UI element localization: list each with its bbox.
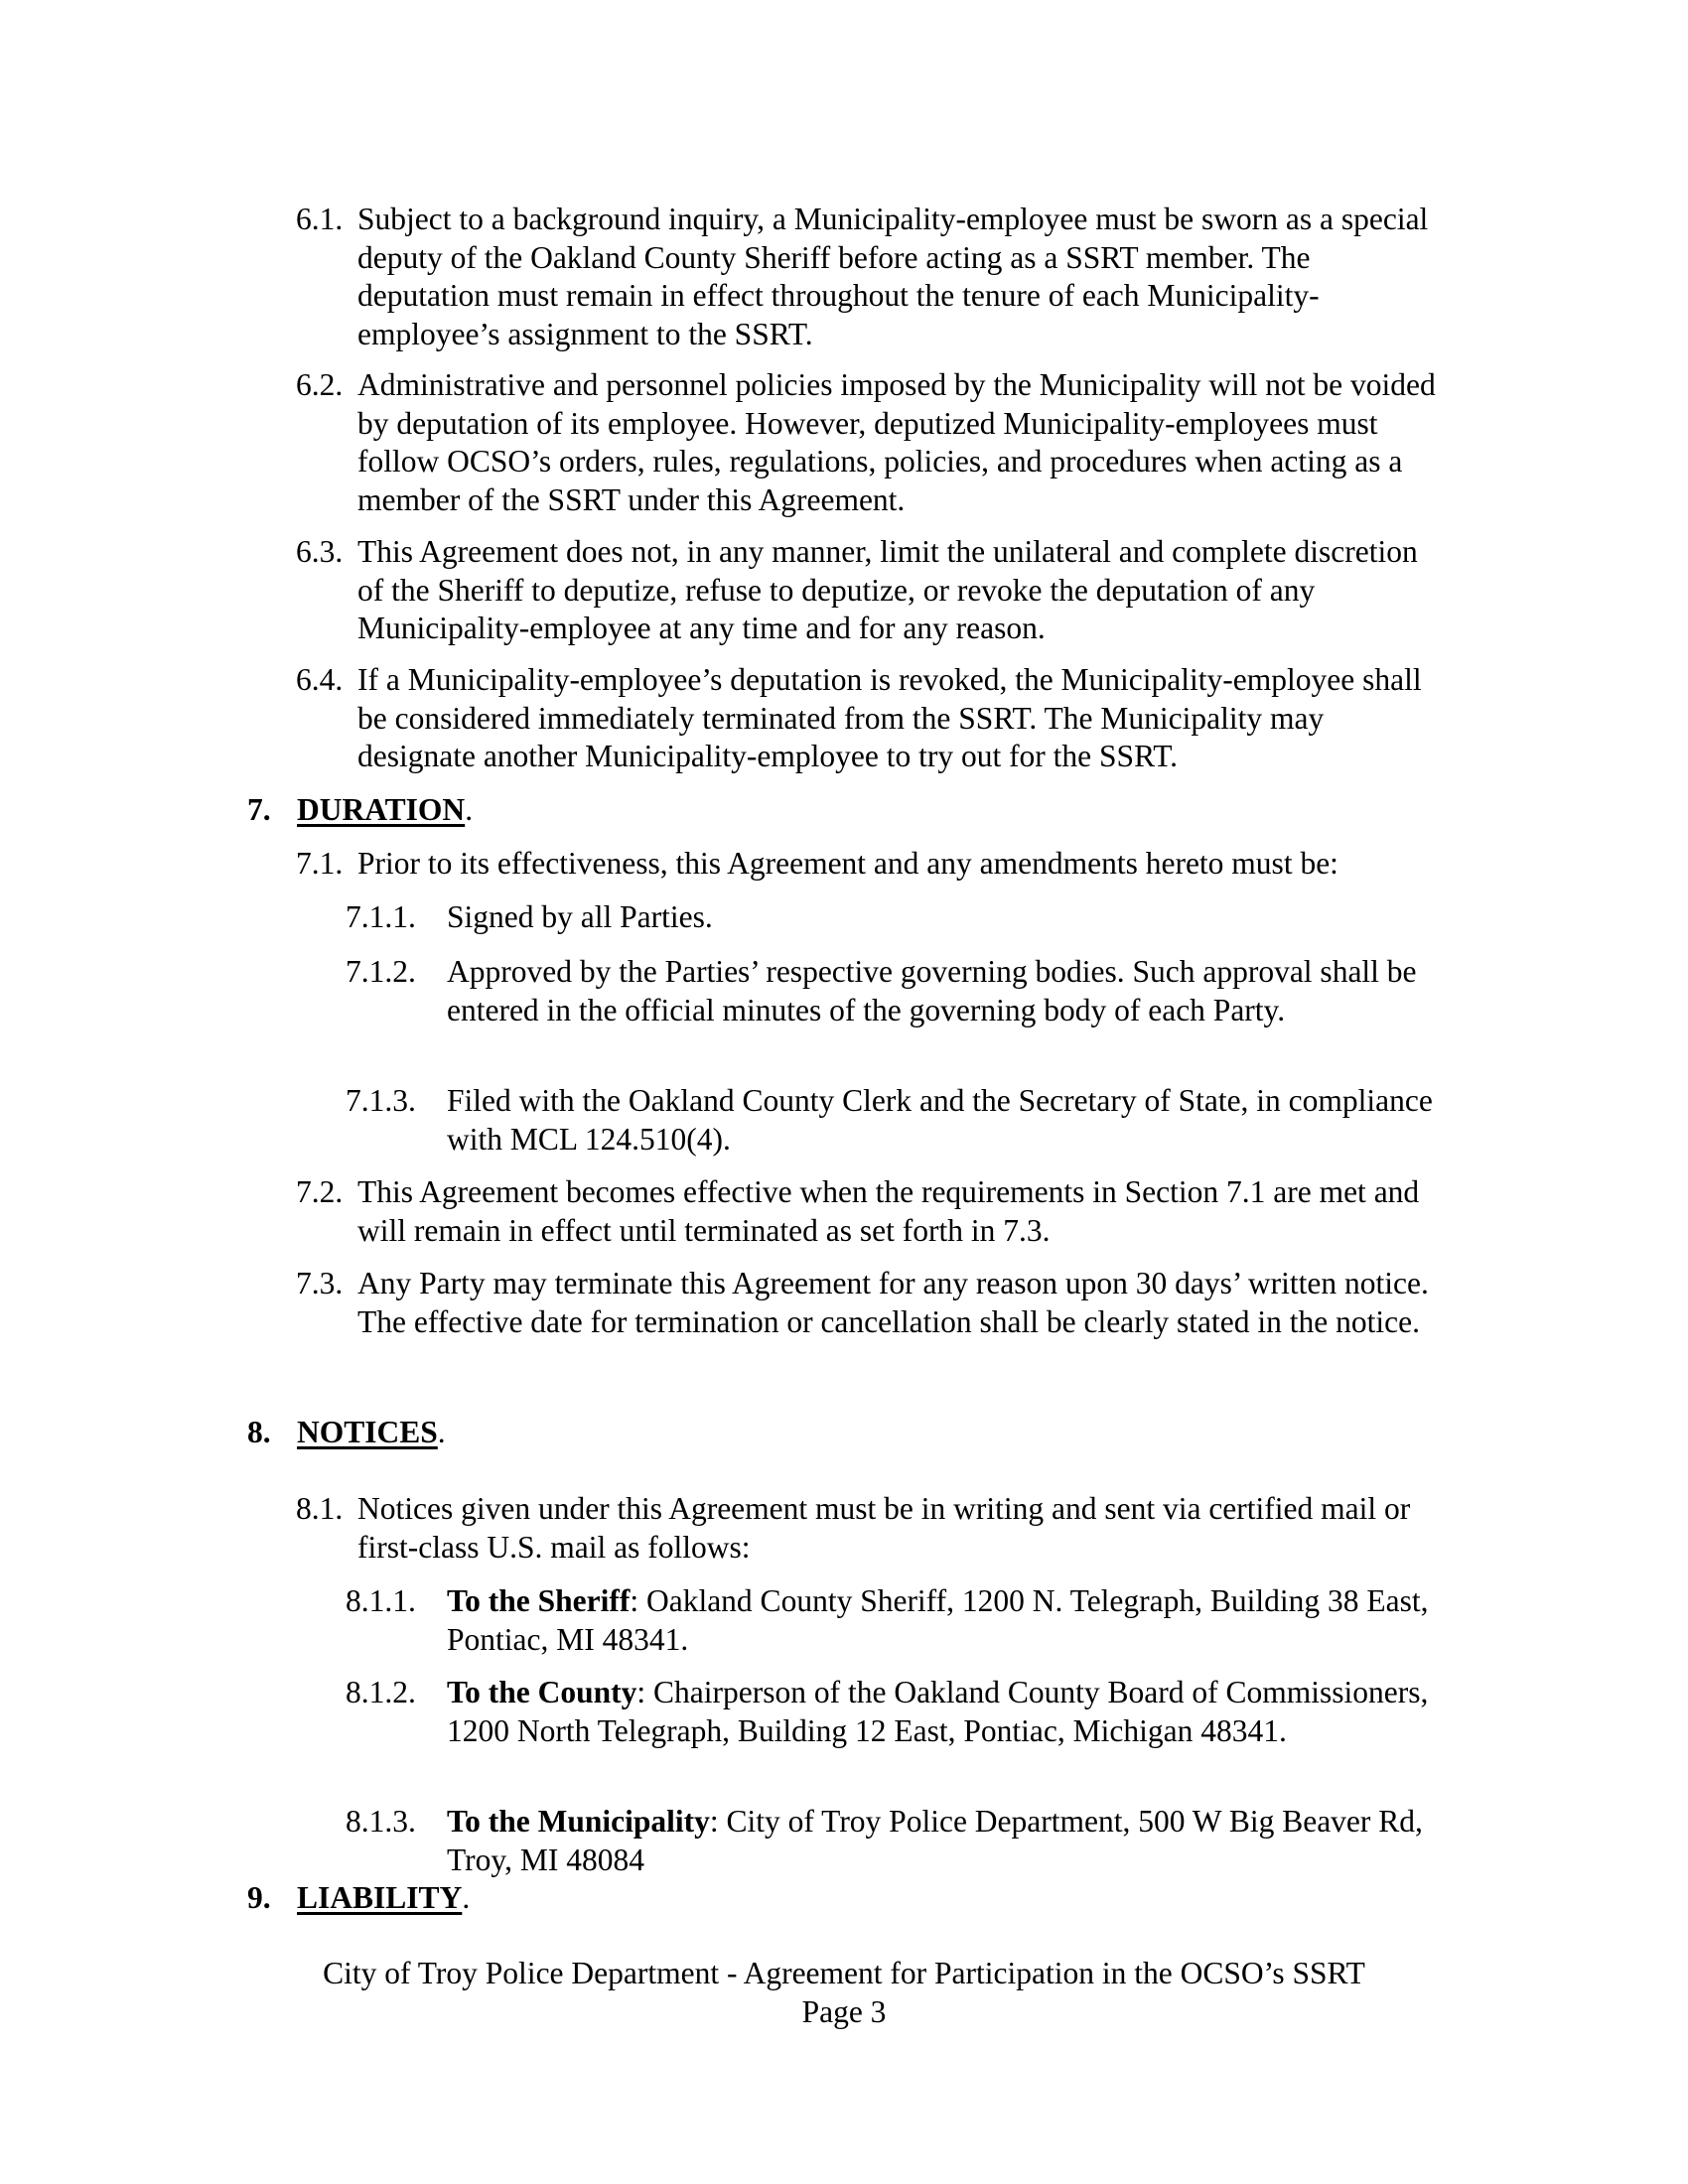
clause-number: 6.4. xyxy=(296,662,344,697)
clause-number: 6.2. xyxy=(296,367,344,402)
clause-number: 7.1.2. xyxy=(346,954,416,989)
clause-text: This Agreement becomes effective when the requirements in Section 7.1 are met and will remain in effect until terminated as set forth in 7.3. xyxy=(357,1174,1420,1248)
clause-number: 8.1.2. xyxy=(346,1675,416,1709)
notice-address: : Oakland County Sheriff, 1200 N. Telegraph, Building 38 East, Pontiac, MI 48341. xyxy=(447,1583,1429,1657)
clause-text: Administrative and personnel policies imposed by the Municipality will not be voided by deputation of its employee. However, deputized Municipality-employees must follow OCSO’s orders, rules, regulations, policies, and procedures when acting as a member of the SSRT under this Agreement. xyxy=(357,367,1436,517)
clause-number: 8.1.1. xyxy=(346,1583,416,1618)
page-number: Page 3 xyxy=(801,1993,887,2029)
clause-7-2 xyxy=(296,1173,1448,1250)
clause-number: 8.1. xyxy=(296,1491,344,1526)
clause-number: 7.1. xyxy=(296,846,344,881)
clause-number: 6.3. xyxy=(296,534,344,569)
clause-text: If a Municipality-employee’s deputation is revoked, the Municipality-employee shall be considered immediately terminated from the SSRT. The Municipality may designate another Municipality-employee to try out for the SSRT. xyxy=(357,662,1422,773)
section-number: 8. xyxy=(247,1415,271,1449)
section-title: LIABILITY xyxy=(297,1880,463,1915)
clause-text: Signed by all Parties. xyxy=(447,899,713,934)
notice-recipient-label: To the Sheriff xyxy=(447,1583,631,1618)
clause-number: 6.1. xyxy=(296,202,344,236)
clause-6-2 xyxy=(296,366,1448,519)
clause-number: 8.1.3. xyxy=(346,1804,416,1839)
section-number: 7. xyxy=(247,792,271,827)
clause-7-1-1 xyxy=(346,898,1448,937)
clause-number: 7.1.3. xyxy=(346,1083,416,1118)
clause-8-1-3 xyxy=(346,1803,1448,1879)
section-number: 9. xyxy=(247,1880,271,1915)
clause-6-3 xyxy=(296,533,1448,648)
clause-7-1-3 xyxy=(346,1082,1448,1159)
section-9-heading: 9. LIABILITY. xyxy=(247,1879,470,1918)
notice-recipient-label: To the County xyxy=(447,1675,637,1709)
clause-7-1 xyxy=(296,845,1448,884)
clause-8-1-2 xyxy=(346,1674,1448,1750)
clause-8-1 xyxy=(296,1490,1448,1567)
section-title: DURATION xyxy=(297,792,466,827)
clause-text: Prior to its effectiveness, this Agreement and any amendments hereto must be: xyxy=(357,846,1338,881)
clause-number: 7.1.1. xyxy=(346,899,416,934)
clause-number: 7.2. xyxy=(296,1174,344,1209)
clause-6-1 xyxy=(296,201,1448,353)
clause-text: Approved by the Parties’ respective governing bodies. Such approval shall be entered in the official minutes of the governing body of each Party. xyxy=(447,954,1417,1027)
section-title: NOTICES xyxy=(297,1415,438,1449)
clause-text: Filed with the Oakland County Clerk and the Secretary of State, in compliance with MCL 124.510(4). xyxy=(447,1083,1433,1157)
clause-text: This Agreement does not, in any manner, limit the unilateral and complete discretion of the Sheriff to deputize, refuse to deputize, or revoke the deputation of any Municipality-employee at any time and for any reason. xyxy=(357,534,1418,645)
clause-7-3 xyxy=(296,1265,1448,1341)
section-8-heading: 8. NOTICES. xyxy=(247,1414,446,1452)
page-footer xyxy=(199,1955,1489,2031)
section-7-heading: 7. DURATION. xyxy=(247,791,473,830)
clause-7-1-2 xyxy=(346,953,1448,1029)
footer-title: City of Troy Police Department - Agreement for Participation in the OCSO’s SSRT xyxy=(323,1956,1365,1990)
clause-number: 7.3. xyxy=(296,1266,344,1300)
clause-6-4 xyxy=(296,661,1448,776)
notice-address: : Chairperson of the Oakland County Board of Commissioners, 1200 North Telegraph, Building 12 East, Pontiac, Michigan 48341. xyxy=(447,1675,1429,1748)
notice-address: : City of Troy Police Department, 500 W Big Beaver Rd, Troy, MI 48084 xyxy=(447,1804,1423,1877)
clause-text: Notices given under this Agreement must be in writing and sent via certified mail or first-class U.S. mail as follows: xyxy=(357,1491,1411,1565)
notice-recipient-label: To the Municipality xyxy=(447,1804,710,1839)
clause-text: Subject to a background inquiry, a Municipality-employee must be sworn as a special deputy of the Oakland County Sheriff before acting as a SSRT member. The deputation must remain in effect throughout the tenure of each Municipality-employee’s assignment to the SSRT. xyxy=(357,202,1429,351)
clause-text: Any Party may terminate this Agreement for any reason upon 30 days’ written notice. The effective date for termination or cancellation shall be clearly stated in the notice. xyxy=(357,1266,1429,1339)
clause-8-1-1 xyxy=(346,1582,1448,1659)
